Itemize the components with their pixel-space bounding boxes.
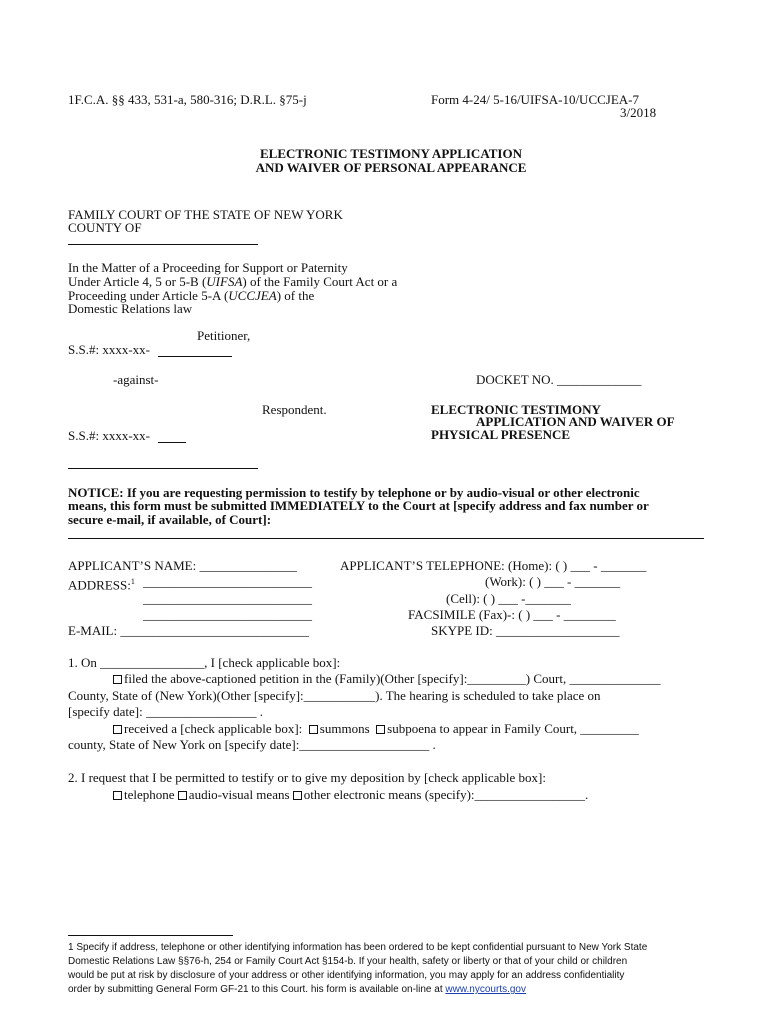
county-blank-line[interactable]: [68, 244, 258, 245]
caption-line2: Under Article 4, 5 or 5-B (UIFSA) of the Family Court Act or a: [68, 274, 398, 289]
checkbox-telephone[interactable]: [113, 791, 122, 800]
checkbox-summons[interactable]: [309, 725, 318, 734]
caption-line4: Domestic Relations law: [68, 301, 193, 316]
email-field[interactable]: E-MAIL: _____________________________: [68, 623, 309, 638]
notice-line2: means, this form must be submitted IMMEDIATELY to the Court at [specify address and fax number or: [68, 498, 649, 513]
side-title-line1: ELECTRONIC TESTIMONY: [431, 402, 601, 417]
address-label: ADDRESS:$^1$: [68, 577, 135, 593]
petitioner-label: Petitioner,: [197, 328, 251, 343]
footnote-line3: would be put at risk by disclosure of your address or other identifying information, you may apply for an address confidentiality: [68, 970, 625, 981]
respondent-ss-label: S.S.#: xxxx-xx-: [68, 428, 150, 443]
item1-option-filed[interactable]: filed the above-captioned petition in the (Family)(Other [specify]:_________) Court, ______________: [113, 672, 661, 686]
applicant-name-field[interactable]: APPLICANT’S NAME: _______________: [68, 558, 297, 573]
telephone-work-field[interactable]: (Work): ( ) ___ - _______: [485, 574, 621, 589]
item1-date-line[interactable]: 1. On ________________, I [check applicable box]:: [68, 655, 341, 670]
form-title-line2: AND WAIVER OF PERSONAL APPEARANCE: [255, 160, 527, 175]
caption-divider-line: [68, 468, 258, 469]
checkbox-filed[interactable]: [113, 675, 122, 684]
checkbox-received[interactable]: [113, 725, 122, 734]
notice-line1: NOTICE: If you are requesting permission to testify by telephone or by audio-visual or other electronic: [68, 485, 640, 500]
item1-appearance-date[interactable]: county, State of New York on [specify date]:____________________ .: [68, 737, 436, 752]
county-label: COUNTY OF: [68, 220, 142, 235]
item2-request-line: 2. I request that I be permitted to testify or to give my deposition by [check applicable box]:: [68, 770, 546, 785]
footnote-line2: Domestic Relations Law §§76-h, 254 or Family Court Act §154-b. If your health, safety or liberty or that of your child or children: [68, 956, 628, 967]
respondent-ss-field[interactable]: [158, 442, 186, 443]
checkbox-other-electronic[interactable]: [293, 791, 302, 800]
item2-options[interactable]: telephone audio-visual means other electronic means (specify):_________________.: [113, 788, 588, 802]
form-number: Form 4-24/ 5-16/UIFSA-10/UCCJEA-7: [431, 92, 640, 107]
nycourts-link[interactable]: www.nycourts.gov: [445, 984, 526, 995]
footnote-separator: [68, 935, 233, 936]
form-date: 3/2018: [620, 105, 657, 120]
footnote-line4: order by submitting General Form GF-21 to this Court. his form is available on-line at www.nycourts.gov: [68, 984, 526, 995]
notice-line3: secure e-mail, if available, of Court]:: [68, 512, 272, 527]
side-title-line3: PHYSICAL PRESENCE: [431, 427, 571, 442]
address-field-line1[interactable]: __________________________: [143, 574, 312, 589]
petitioner-ss-label: S.S.#: xxxx-xx-: [68, 342, 150, 357]
docket-number[interactable]: DOCKET NO. _____________: [476, 372, 642, 387]
caption-line1: In the Matter of a Proceeding for Support or Paternity: [68, 260, 348, 275]
court-name: FAMILY COURT OF THE STATE OF NEW YORK: [68, 207, 343, 222]
statute-reference: 1F.C.A. §§ 433, 531-a, 580-316; D.R.L. §75-j: [68, 92, 307, 107]
respondent-label: Respondent.: [262, 402, 327, 417]
address-field-line3[interactable]: __________________________: [143, 607, 312, 622]
telephone-home-field[interactable]: APPLICANT’S TELEPHONE: (Home): ( ) ___ - _______: [340, 558, 647, 573]
item1-hearing-date[interactable]: [specify date]: _________________ .: [68, 704, 263, 719]
skype-id-field[interactable]: SKYPE ID: ___________________: [431, 623, 620, 638]
telephone-cell-field[interactable]: (Cell): ( ) ___ -_______: [446, 591, 571, 606]
fax-field[interactable]: FACSIMILE (Fax)-: ( ) ___ - ________: [408, 607, 616, 622]
court-address-field[interactable]: [68, 538, 704, 539]
checkbox-subpoena[interactable]: [376, 725, 385, 734]
checkbox-audio-visual[interactable]: [178, 791, 187, 800]
footnote-line1: 1 Specify if address, telephone or other identifying information has been ordered to be kept confidential pursuant to New York State: [68, 942, 648, 953]
caption-line3: Proceeding under Article 5-A (UCCJEA) of the: [68, 288, 315, 303]
form-title-line1: ELECTRONIC TESTIMONY APPLICATION: [260, 146, 522, 161]
item1-county-line[interactable]: County, State of (New York)(Other [specify]:___________). The hearing is scheduled to take place on: [68, 688, 601, 703]
against-label: -against-: [113, 372, 159, 387]
address-field-line2[interactable]: __________________________: [143, 591, 312, 606]
item1-option-received[interactable]: received a [check applicable box]: summons subpoena to appear in Family Court, _________: [113, 722, 639, 736]
petitioner-ss-field[interactable]: [158, 356, 232, 357]
side-title-line2: APPLICATION AND WAIVER OF: [476, 414, 675, 429]
